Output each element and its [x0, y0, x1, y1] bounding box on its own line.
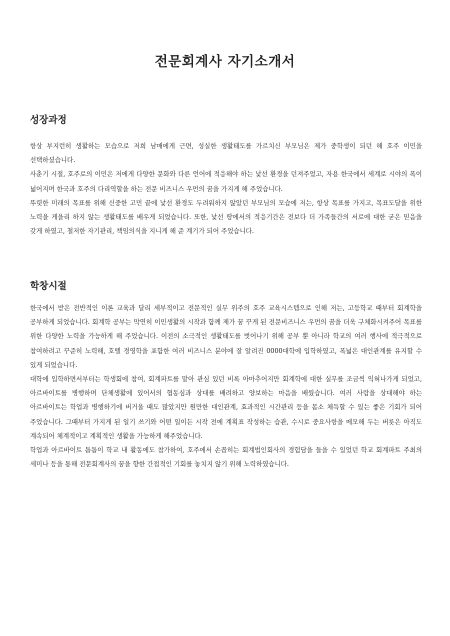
section-heading-growth: 성장과정	[30, 115, 67, 126]
paragraph: 항상 부지런히 생활하는 모습으로 저희 남매에게 근면, 성실한 생활태도를 가르치신 부모님은 제가 중학생이 되던 해 호주 이민을 선택하셨습니다.	[30, 142, 422, 165]
paragraph: 사춘기 시절, 호주로의 이민은 저에게 다양한 문화와 다른 언어에 적응해야 하는 낯선 환경을 던져주었고, 자용 한국에서 세계로 시야의 폭이 넓어지며 한국과 호주의 다리역할을 하는 전문 비즈니스 우먼의 꿈을 가지게 해 주었습니다.	[30, 170, 422, 193]
section-heading-school: 학창시절	[30, 281, 67, 292]
paragraph: 대학에 입학하면서부터는 학생회에 참여, 회계파트를 맡아 관심 있던 비록 아마추어지만 회계학에 대한 실무를 조금씩 익혀나가게 되었고, 아르바이트를 병행하며 단체생활에 있어서의 협동심과 상대를 배려하고 양보하는 마음을 배웠습니다. 여러 사람을 상대해야 하는 아르바이트는 학업과 병행하기에 버거울 때도 많았지만 원만한 대인관계, 효과적인 시간관리 등을 몸소 체득할 수 있는 좋은 기회가 되어 주었습니다. 그때부터 가지게 된 일기 쓰기와 어떤 일이든 시작 전에 계획표 작성하는 습관, 수시로 중요사항을 메모해 두는 버릇은 아직도 계속되어 체계적이고 계획적인 생활을 가능하게 해주었습니다.	[30, 375, 422, 440]
paragraph: 뚜렷한 미래의 목표를 위해 신중한 고민 끝에 낯선 환경도 두려워하지 않았던 부모님의 모습에 저는, 항상 목표를 가지고, 목표도달을 위한 노력을 게을리 하지 않는 생활태도를 배우게 되었습니다. 또한, 낯선 땅에서의 적응기간은 전보다 더 가족들간의 서로에 대한 굳은 믿음을 갖게 하였고, 철저한 자기관리, 책임의식을 지니게 해 준 계기가 되어 주었습니다.	[30, 198, 422, 236]
section-body-school	[30, 301, 422, 471]
document-title: 전문회계사 자기소개서	[154, 54, 296, 70]
section-body-growth	[30, 139, 422, 238]
paragraph: 한국에서 받은 전반적인 이론 교육과 달리 세부적이고 전문적인 실무 위주의 호주 교육시스템으로 인해 저는, 고등학교 때부터 회계학을 공부하게 되었습니다. 회계학 공부는 막연히 이민생활의 시작과 함께 제가 꿈 꾸게 된 전문비즈니스 우먼의 꿈을 더욱 구체화시켜주어 목표를 위한 다양한 노력을 가능하게 해 주었습니다. 이전의 소극적인 생활태도를 벗어나기 위해 공부 뿐 아니라 학교의 여러 행사에 적극적으로 참여하려고 꾸준히 노력해, 호텔 경영학을 포함한 여러 비즈니스 분야에 잘 알려진 0000대학에 입학하였고, 폭넓은 대인관계를 유지할 수 있게 되었습니다.	[30, 304, 422, 369]
paragraph: 학업과 아르바이트 틈틈이 학교 내 활동에도 참가하여, 호주에서 손꼽히는 회계법인회사의 경험담을 들을 수 있었던 학교 회계파트 주최의 세미나 등을 통해 전문회계사의 꿈을 향한 간접적인 기회를 놓치지 않기 위해 노력하였습니다.	[30, 446, 422, 469]
